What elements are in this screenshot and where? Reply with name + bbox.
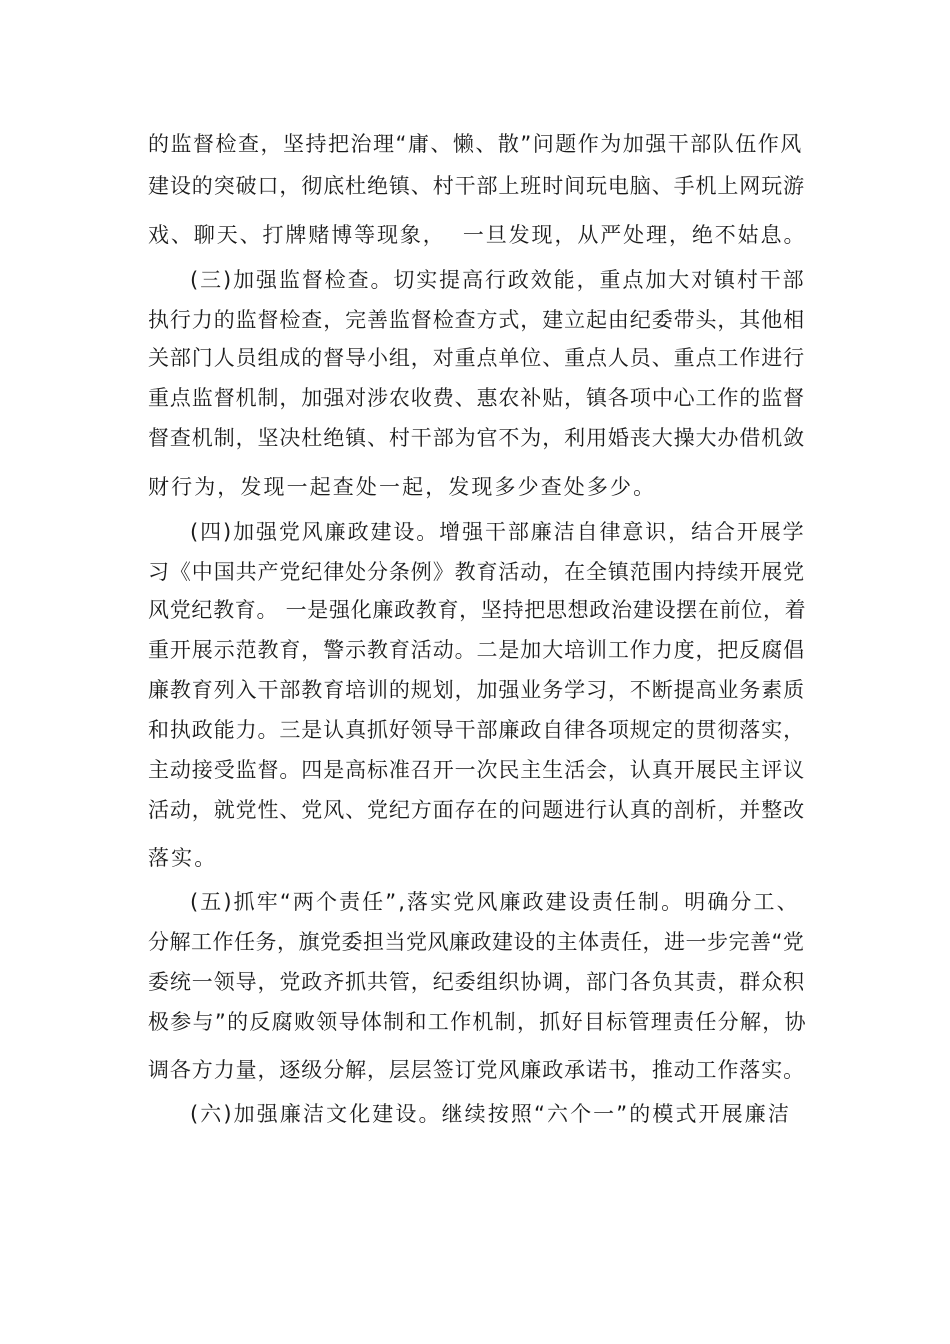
text-line: 建设的突破口，彻底杜绝镇、村干部上班时间玩电脑、手机上网玩游 [148, 174, 805, 198]
text-line: 重点监督机制，加强对涉农收费、惠农补贴，镇各项中心工作的监督 [148, 386, 805, 410]
text-line: 主动接受监督。四是高标准召开一次民主生活会，认真开展民主评议 [148, 758, 805, 782]
text-line: 习《中国共产党纪律处分条例》教育活动，在全镇范围内持续开展党 [148, 560, 805, 584]
text-line: 财行为，发现一起查处一起，发现多少查处多少。 [148, 475, 657, 499]
text-line: 关部门人员组成的督导小组，对重点单位、重点人员、重点工作进行 [148, 346, 805, 370]
text-line: 极参与”的反腐败领导体制和工作机制，抓好目标管理责任分解，协 [148, 1010, 807, 1034]
section-heading-5: (五)抓牢“两个责任”,落实党风廉政建设责任制。明确分工、 [190, 890, 800, 914]
text-line: 廉教育列入干部教育培训的规划，加强业务学习，不断提高业务素质 [148, 678, 805, 702]
text-line: 落实。 [148, 846, 218, 870]
section-heading-6: (六)加强廉洁文化建设。继续按照“六个一”的模式开展廉洁 [190, 1102, 791, 1126]
text-line: 调各方力量，逐级分解，层层签订党风廉政承诺书，推动工作落实。 [148, 1058, 805, 1082]
text-line: 的监督检查，坚持把治理“庸、懒、散”问题作为加强干部队伍作风 [148, 132, 803, 156]
text-line: 执行力的监督检查，完善监督检查方式，建立起由纪委带头，其他相 [148, 308, 805, 332]
text-line: 委统一领导，党政齐抓共管，纪委组织协调，部门各负其责，群众积 [148, 970, 805, 994]
section-heading-3: (三)加强监督检查。切实提高行政效能，重点加大对镇村干部 [190, 268, 806, 292]
text-line: 活动，就党性、党风、党纪方面存在的问题进行认真的剖析，并整改 [148, 798, 805, 822]
text-line: 和执政能力。三是认真抓好领导干部廉政自律各项规定的贯彻落实， [148, 718, 805, 742]
text-line: 督查机制，坚决杜绝镇、村干部为官不为，利用婚丧大操大办借机敛 [148, 426, 805, 450]
text-line: 风党纪教育。 一是强化廉政教育，坚持把思想政治建设摆在前位，着 [148, 598, 807, 622]
text-line: 戏、聊天、打牌赌博等现象， 一旦发现，从严处理，绝不姑息。 [148, 223, 807, 247]
text-line: 重开展示范教育，警示教育活动。二是加大培训工作力度，把反腐倡 [148, 638, 805, 662]
section-heading-4: (四)加强党风廉政建设。增强干部廉洁自律意识，结合开展学 [190, 520, 806, 544]
text-line: 分解工作任务，旗党委担当党风廉政建设的主体责任，进一步完善“党 [148, 930, 805, 954]
